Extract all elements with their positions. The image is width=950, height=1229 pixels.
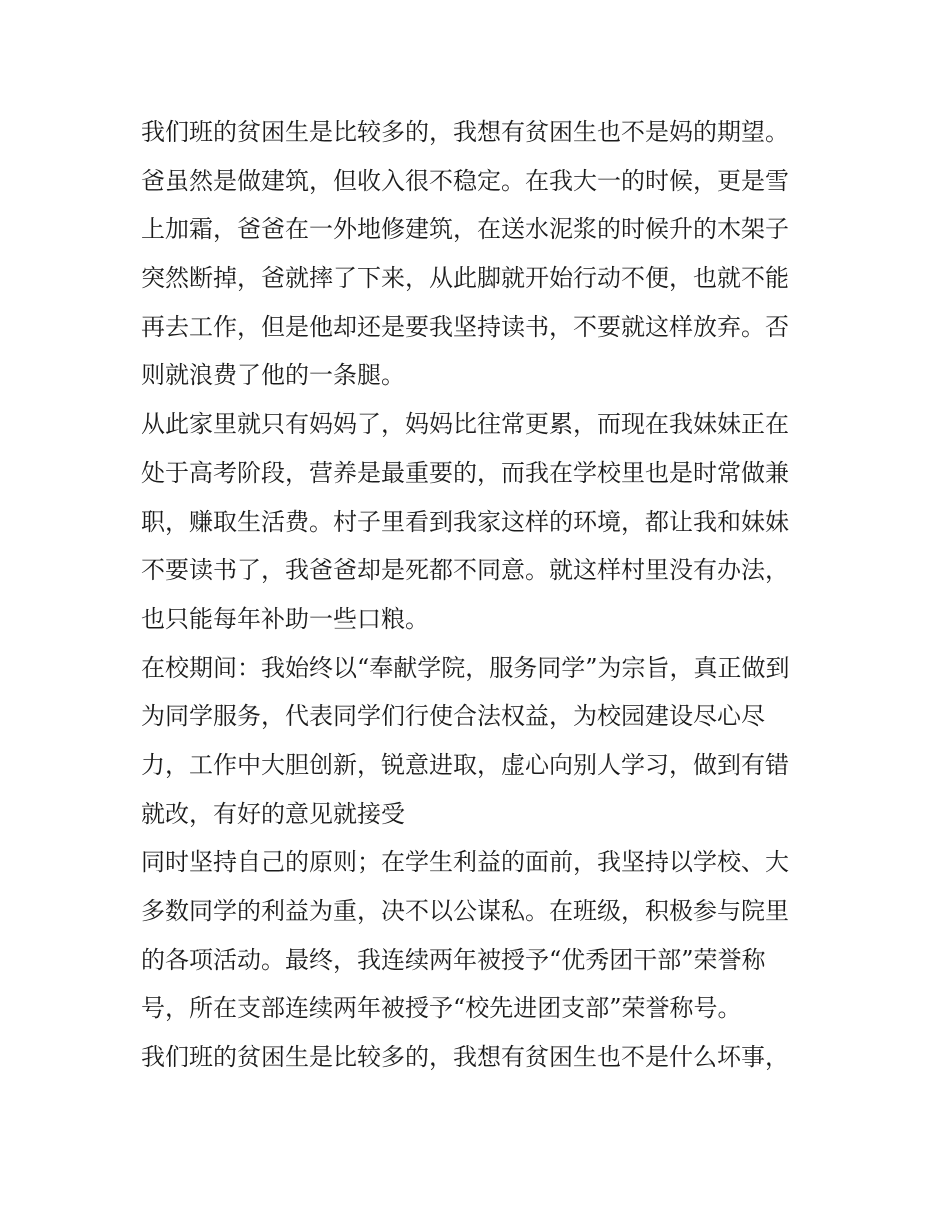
- text-line: 不要读书了，我爸爸却是死都不同意。就这样村里没有办法，: [141, 556, 789, 585]
- text-line: 职，赚取生活费。村子里看到我家这样的环境，都让我和妹妹: [141, 507, 789, 536]
- text-line: 爸虽然是做建筑，但收入很不稳定。在我大一的时候，更是雪: [141, 166, 789, 195]
- text-line: 突然断掉，爸就摔了下来，从此脚就开始行动不便，也就不能: [141, 264, 789, 293]
- text-line: 也只能每年补助一些口粮。: [141, 604, 429, 633]
- text-line: 再去工作，但是他却还是要我坚持读书，不要就这样放弃。否: [141, 312, 789, 341]
- text-line: 我们班的贫困生是比较多的，我想有贫困生也不是妈的期望。: [141, 118, 789, 146]
- text-line: 就改，有好的意见就接受: [141, 799, 405, 828]
- text-line: 我们班的贫困生是比较多的，我想有贫困生也不是什么坏事，: [141, 1043, 789, 1072]
- text-line: 同时坚持自己的原则；在学生利益的面前，我坚持以学校、大: [141, 848, 789, 877]
- text-line: 处于高考阶段，营养是最重要的，而我在学校里也是时常做兼: [141, 458, 789, 487]
- text-line: 从此家里就只有妈妈了，妈妈比往常更累，而现在我妹妹正在: [141, 410, 789, 439]
- text-line: 号，所在支部连续两年被授予“校先进团支部”荣誉称号。: [141, 994, 742, 1023]
- document-body: [141, 108, 821, 1082]
- text-line: 为同学服务，代表同学们行使合法权益，为校园建设尽心尽: [141, 702, 765, 731]
- text-line: 多数同学的利益为重，决不以公谋私。在班级，积极参与院里: [141, 897, 789, 925]
- text-line: 力，工作中大胆创新，锐意进取，虚心向别人学习，做到有错: [141, 750, 789, 779]
- text-line: 的各项活动。最终，我连续两年被授予“优秀团干部”荣誉称: [141, 945, 766, 974]
- text-line: 则就浪费了他的一条腿。: [141, 361, 405, 390]
- text-line: 上加霜，爸爸在一外地修建筑，在送水泥浆的时候升的木架子: [141, 215, 789, 244]
- text-line: 在校期间：我始终以“奉献学院，服务同学”为宗旨，真正做到: [141, 653, 790, 682]
